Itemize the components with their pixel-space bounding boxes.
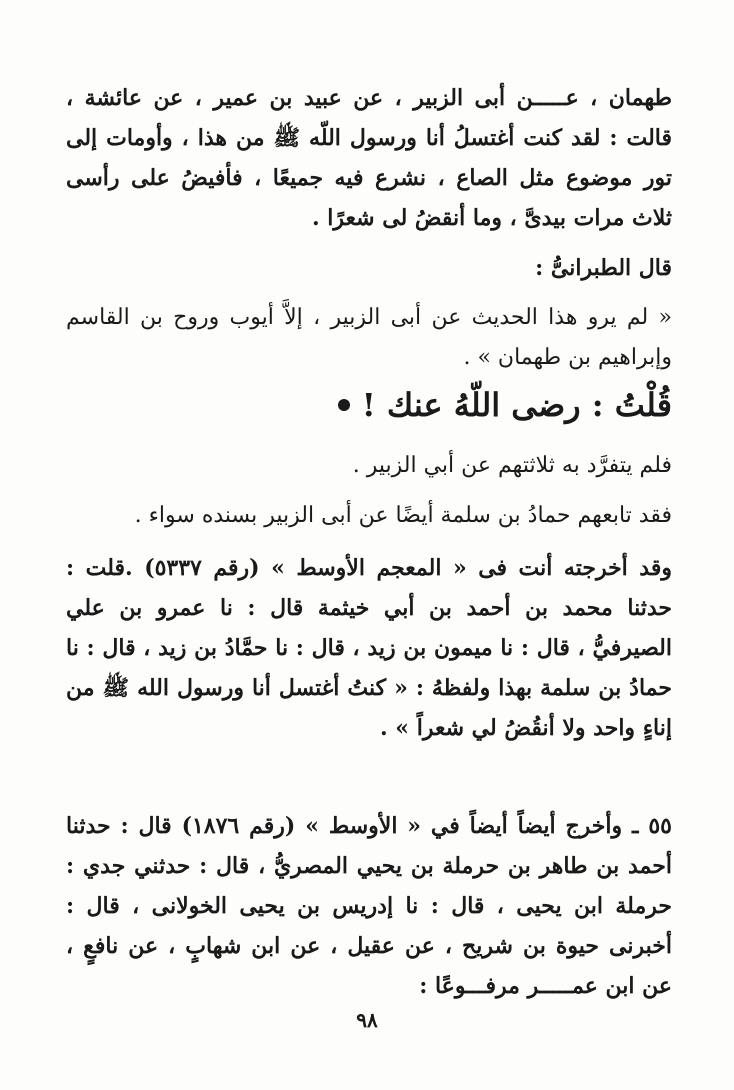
- heading-text: قُلْتُ : رضى اللّهُ عنك !: [361, 386, 672, 424]
- paragraph-followup: فقد تابعهم حمادُ بن سلمة أيضًا عن أبى الزبير بسنده سواء .: [134, 503, 672, 528]
- page-number: ٩٨: [356, 1008, 378, 1032]
- paragraph-tabarani-label: قال الطبرانىُّ :: [535, 255, 672, 281]
- hadith-55-text: ـ وأخرج أيضاً أيضاً في « الأوسط » (رقم ١٨٧٦) قال : حدثنا أحمد بن طاهر بن حرملة بن يحيي المصريُّ ، قال : حدثني جدي : حرملة ابن يحيى ، قال : نا إدريس بن يحيى الخولانى ، قال : أخبرنى حيوة بن شريح ، عن عقيل ، عن ابن شهابٍ ، عن نافعٍ ، عن ابن عمـــــر مرفـــوعًا :: [66, 813, 672, 999]
- paragraph-hadith-text: طهمان ، عـــــن أبى الزبير ، عن عبيد بن عمير ، عن عائشة ، قالت : لقد كنت أغتسلُ أنا ورسول اللّه ﷺ من هذا ، وأومات إلى تور موضوع مثل الصاع ، نشرع فيه جميعًا ، فأفيضُ على رأسى ثلاث مرات بيدىَّ ، وما أنقضُ لى شعرًا .: [66, 85, 672, 231]
- paragraph-no-isolation: فلم يتفرَّد به ثلاثتهم عن أبي الزبير .: [352, 453, 672, 478]
- bullet-icon: [338, 399, 350, 411]
- paragraph-awsat-narration: وقد أخرجته أنت فى « المعجم الأوسط » (رقم ٥٣٣٧) .قلت : حدثنا محمد بن أحمد بن أبي خيثمة قال : نا عمرو بن علي الصيرفيُّ ، قال : نا ميمون بن زيد ، قال : نا حمَّادُ بن زيد ، قال : نا حمادُ بن سلمة بهذا ولفظهُ : « كنتُ أغتسل أنا ورسول الله ﷺ من إناءٍ واحد ولا أنقُضُ لي شعراً » .: [66, 555, 672, 741]
- paragraph-hadith-55: [66, 806, 672, 1006]
- hadith-number: ٥٥: [648, 813, 672, 839]
- paragraph-tabarani-quote: « لم يرو هذا الحديث عن أبى الزبير ، إلاَّ أيوب وروح بن القاسم وإبراهيم بن طهمان » .: [66, 305, 672, 370]
- section-heading: [338, 380, 672, 430]
